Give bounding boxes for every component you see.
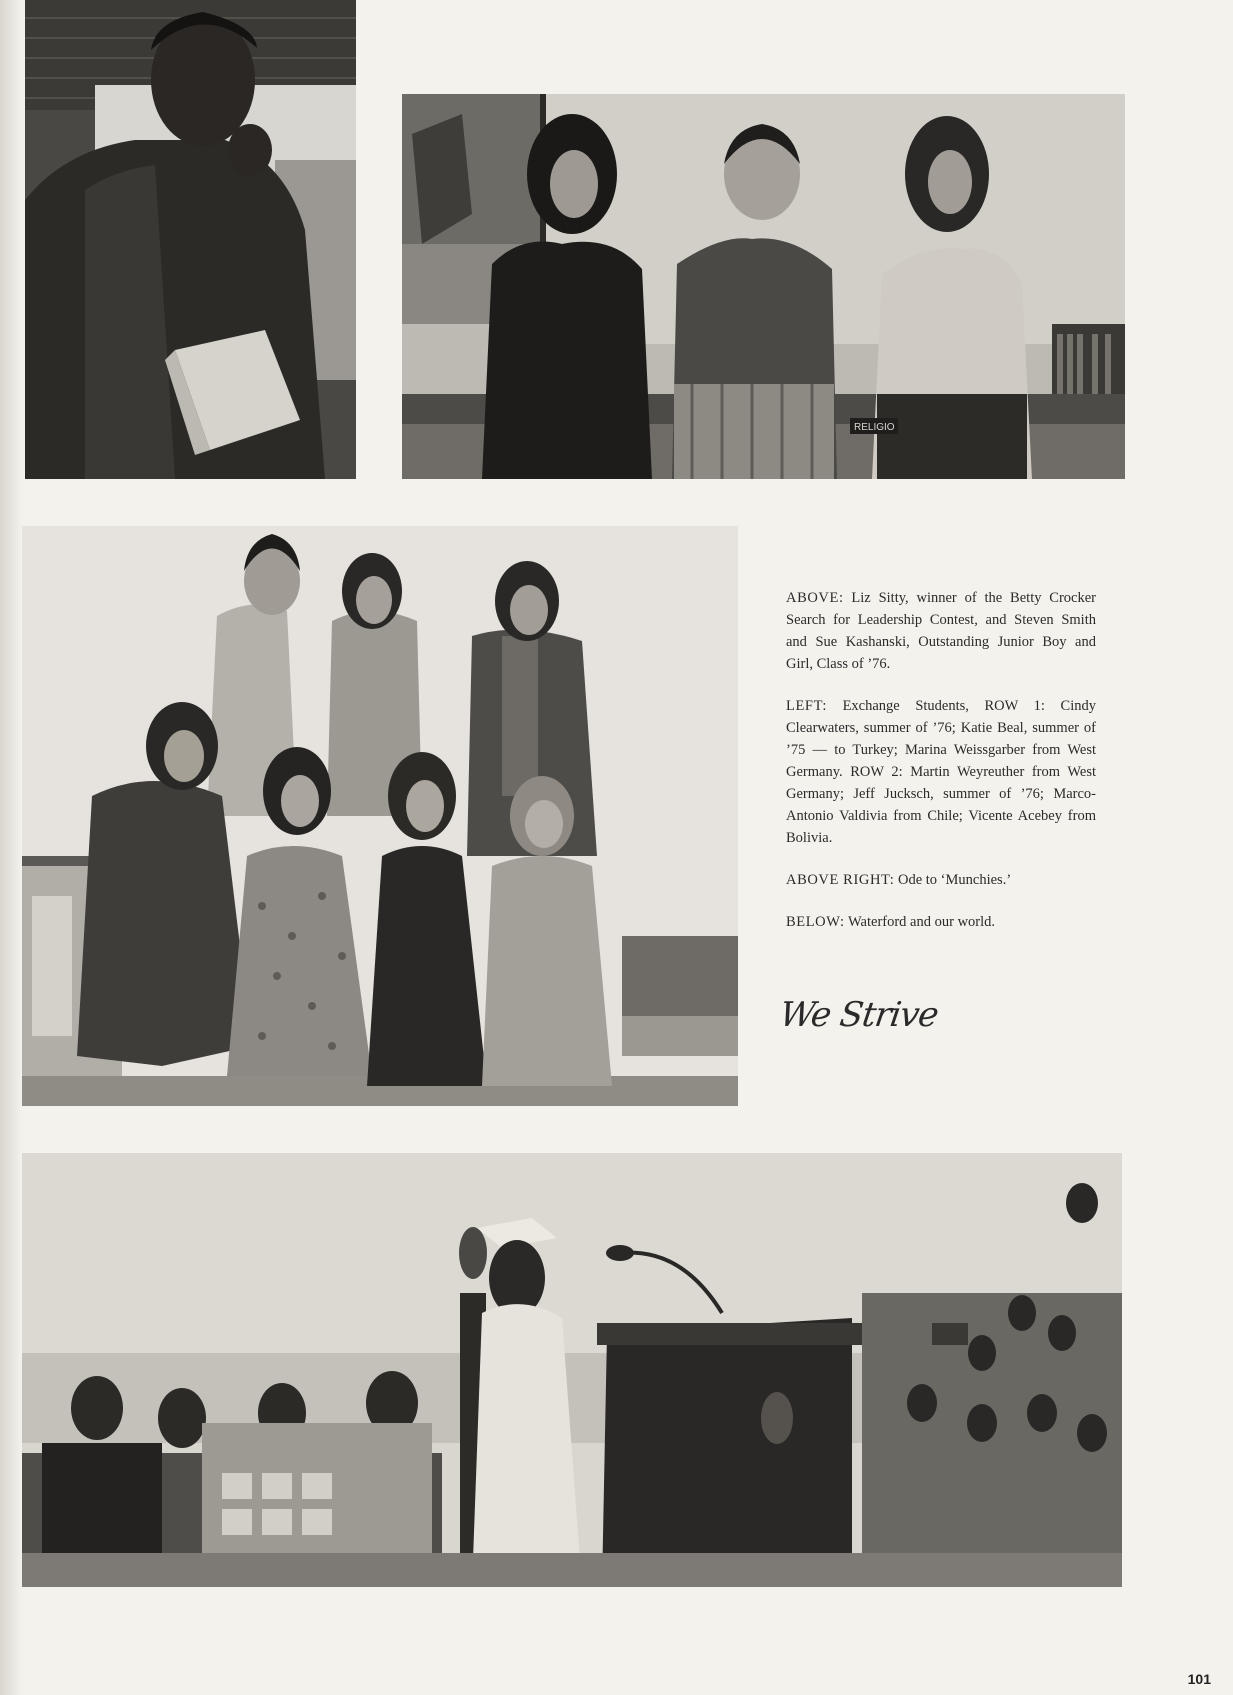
caption-below: [786, 911, 1096, 933]
caption-left-label: LEFT:: [786, 698, 827, 714]
award-winners-photo: [402, 94, 1125, 479]
we-strive-signature: We Strive: [777, 995, 941, 1035]
page-number: 101: [1187, 1671, 1211, 1687]
graduation-photo: [22, 1153, 1122, 1587]
caption-below-label: BELOW:: [786, 914, 845, 930]
caption-above-right-label: ABOVE RIGHT:: [786, 872, 895, 888]
munchies-photo: [25, 0, 356, 479]
captions-block: [786, 587, 1096, 953]
caption-above: [786, 587, 1096, 675]
caption-above-right-text: Ode to ‘Munchies.’: [898, 872, 1012, 888]
caption-left-text: Exchange Students, ROW 1: Cindy Clearwaters, summer of ’76; Katie Beal, summer of ’75 — to Turkey; Marina Weissgarber from West Germany. ROW 2: Martin Weyreuther from West Germany; Jeff Jucksch, summer of ’76; Marco-Antonio Valdivia from Chile; Vicente Acebey from Bolivia.: [786, 698, 1096, 846]
caption-left: [786, 695, 1096, 849]
page-binding-shadow: [0, 0, 22, 1695]
exchange-students-photo: [22, 526, 738, 1106]
shelf-label: RELIGIO: [854, 422, 895, 433]
caption-above-right: [786, 869, 1096, 891]
caption-above-text: Liz Sitty, winner of the Betty Crocker Search for Leadership Contest, and Steven Smith and Sue Kashanski, Outstanding Junior Boy and Girl, Class of ’76.: [786, 590, 1097, 672]
caption-below-text: Waterford and our world.: [848, 914, 996, 930]
caption-above-label: ABOVE:: [786, 590, 844, 606]
